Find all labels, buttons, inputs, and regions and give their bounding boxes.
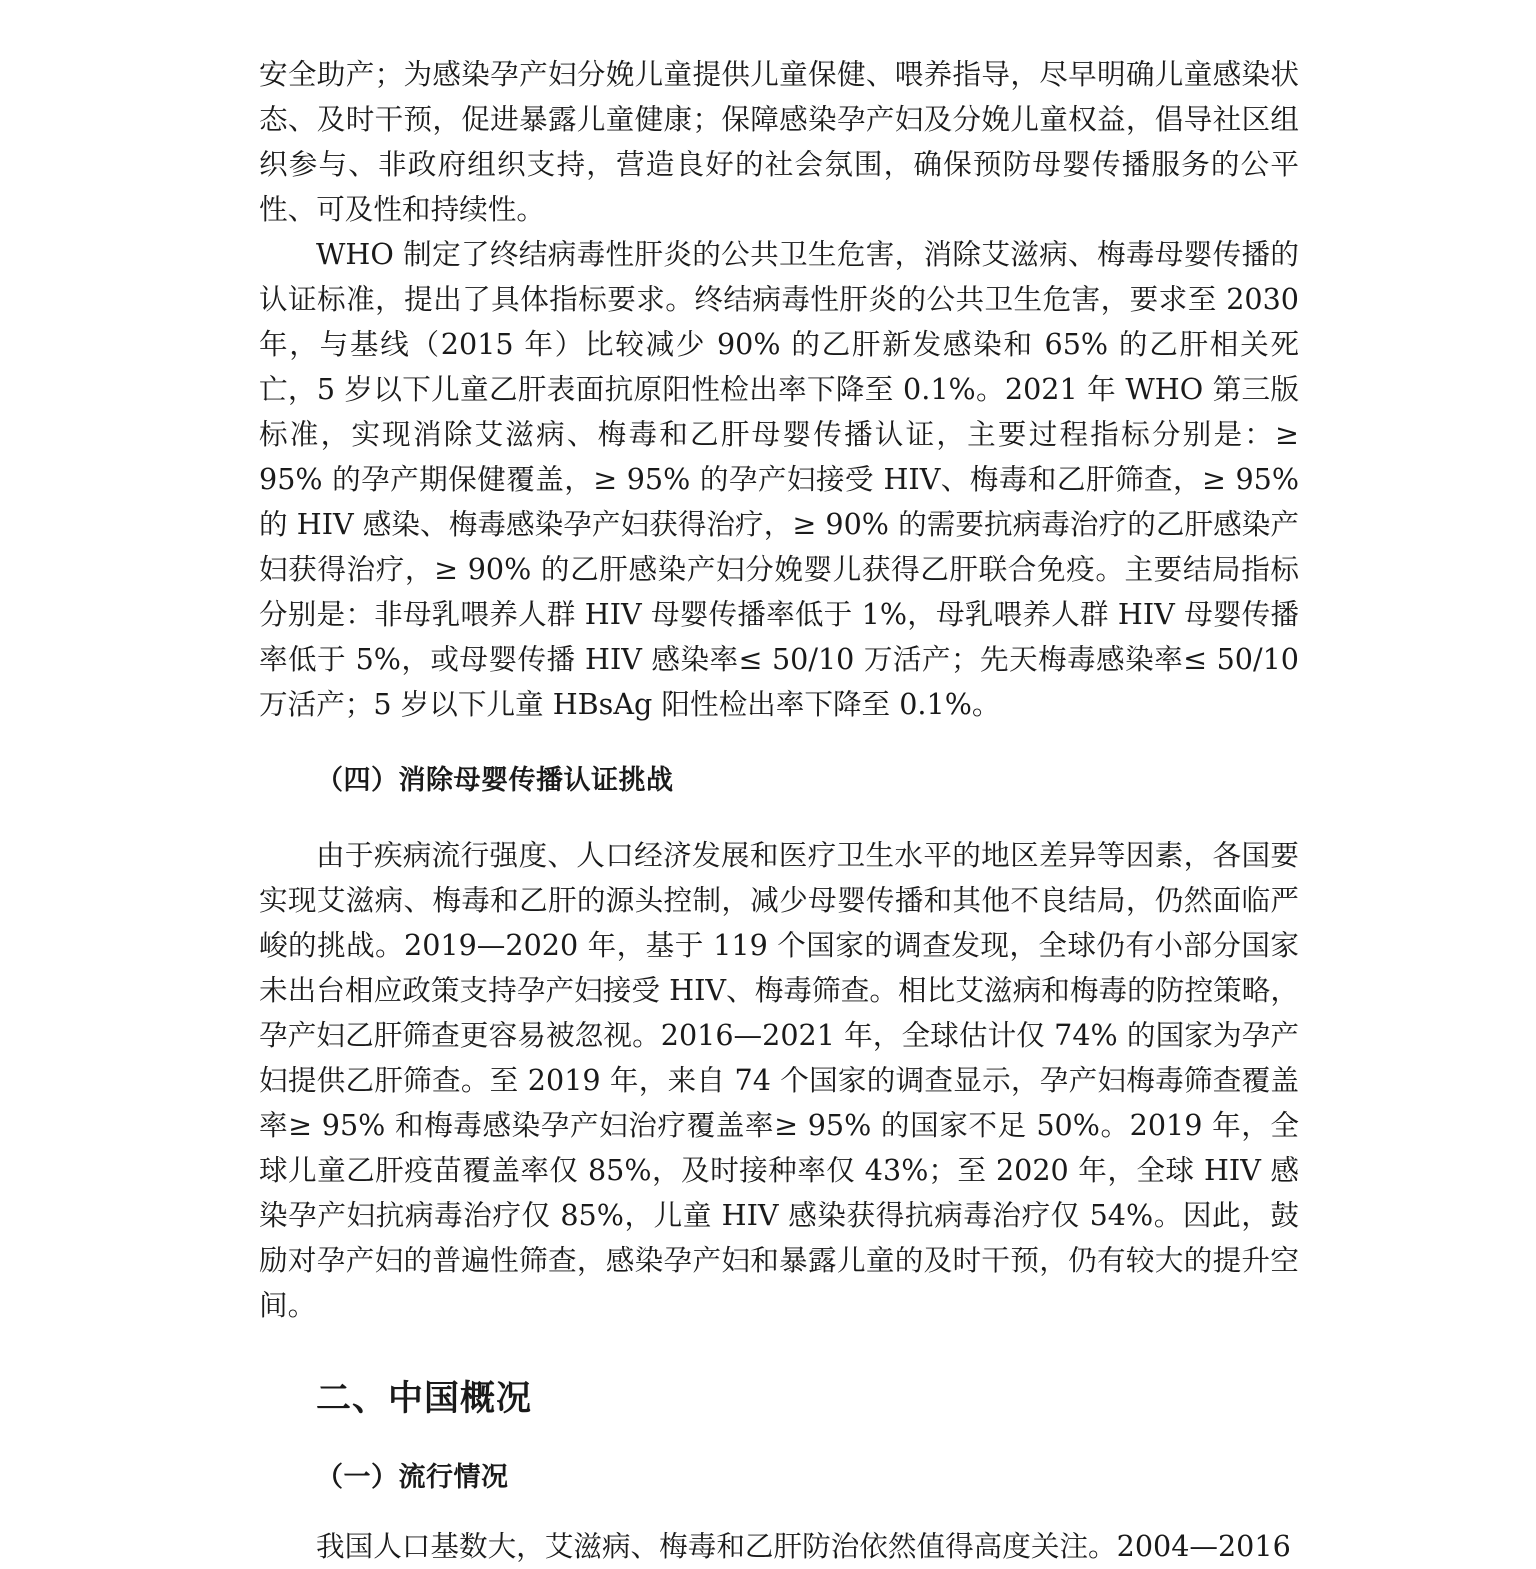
- document-page: [259, 52, 1299, 1569]
- paragraph-intro-continued: 安全助产；为感染孕产妇分娩儿童提供儿童保健、喂养指导，尽早明确儿童感染状态、及时干预，促进暴露儿童健康；保障感染孕产妇及分娩儿童权益，倡导社区组织参与、非政府组织支持，营造良好的社会氛围，确保预防母婴传播服务的公平性、可及性和持续性。: [259, 57, 1299, 226]
- paragraph-china-prevalence: 我国人口基数大，艾滋病、梅毒和乙肝防治依然值得高度关注。2004—2016: [316, 1529, 1291, 1563]
- paragraph-challenges: 由于疾病流行强度、人口经济发展和医疗卫生水平的地区差异等因素，各国要实现艾滋病、梅毒和乙肝的源头控制，减少母婴传播和其他不良结局，仍然面临严峻的挑战。2019—2020 年，基于 119 个国家的调查发现，全球仍有小部分国家未出台相应政策支持孕产妇接受 HIV、梅毒筛查。相比艾滋病和梅毒的防控策略，孕产妇乙肝筛查更容易被忽视。2016—2021 年，全球估计仅 74% 的国家为孕产妇提供乙肝筛查。至 2019 年，来自 74 个国家的调查显示，孕产妇梅毒筛查覆盖率≥ 95% 和梅毒感染孕产妇治疗覆盖率≥ 95% 的国家不足 50%。2019 年，全球儿童乙肝疫苗覆盖率仅 85%，及时接种率仅 43%；至 2020 年，全球 HIV 感染孕产妇抗病毒治疗仅 85%，儿童 HIV 感染获得抗病毒治疗仅 54%。因此，鼓励对孕产妇的普遍性筛查，感染孕产妇和暴露儿童的及时干预，仍有较大的提升空间。: [259, 838, 1299, 1322]
- subheading-certification-challenges: （四）消除母婴传播认证挑战: [316, 765, 674, 796]
- paragraph-who-standards: WHO 制定了终结病毒性肝炎的公共卫生危害，消除艾滋病、梅毒母婴传播的认证标准，提出了具体指标要求。终结病毒性肝炎的公共卫生危害，要求至 2030 年，与基线（2015 年）比较减少 90% 的乙肝新发感染和 65% 的乙肝相关死亡，5 岁以下儿童乙肝表面抗原阳性检出率下降至 0.1%。2021 年 WHO 第三版标准，实现消除艾滋病、梅毒和乙肝母婴传播认证，主要过程指标分别是：≥ 95% 的孕产期保健覆盖，≥ 95% 的孕产妇接受 HIV、梅毒和乙肝筛查，≥ 95% 的 HIV 感染、梅毒感染孕产妇获得治疗，≥ 90% 的需要抗病毒治疗的乙肝感染产妇获得治疗，≥ 90% 的乙肝感染产妇分娩婴儿获得乙肝联合免疫。主要结局指标分别是：非母乳喂养人群 HIV 母婴传播率低于 1%，母乳喂养人群 HIV 母婴传播率低于 5%，或母婴传播 HIV 感染率≤ 50/10 万活产；先天梅毒感染率≤ 50/10 万活产；5 岁以下儿童 HBsAg 阳性检出率下降至 0.1%。: [259, 237, 1299, 721]
- section-heading-china-overview: 二、中国概况: [316, 1379, 533, 1419]
- subheading-prevalence: （一）流行情况: [316, 1462, 509, 1493]
